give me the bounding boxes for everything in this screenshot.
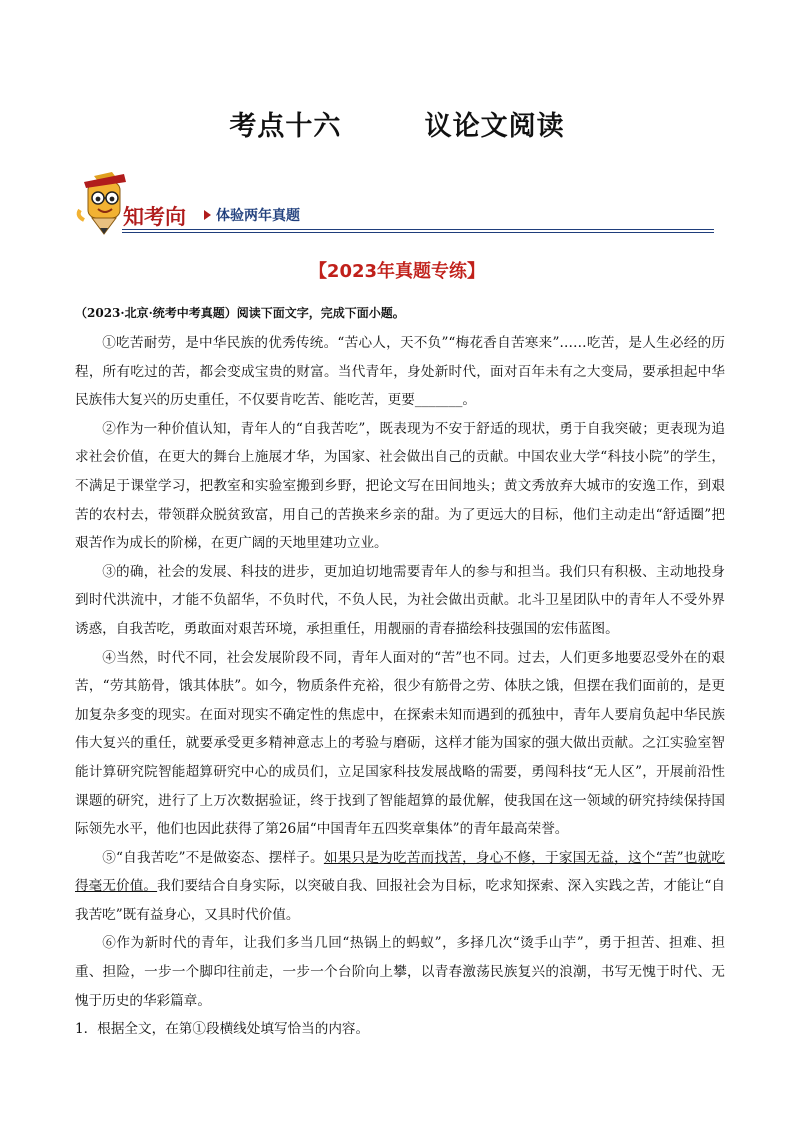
- paragraph-5-tail: 我们要结合自身实际，以突破自我、回报社会为目标，吃求知探索、深入实践之苦，才能让“自我苦吃”既有益身心，又具时代价值。: [75, 878, 725, 923]
- question-1: 1．根据全文，在第①段横线处填写恰当的内容。: [75, 1021, 370, 1038]
- page-title: 考点十六 议论文阅读: [229, 111, 565, 142]
- underlined-sentence: 如果只是为吃苦而找苦，身心不修，于家国无益，这个“苦”也就吃得毫无价值。: [75, 849, 725, 895]
- paragraph-3: ③的确，社会的发展、科技的进步，更加迫切地需要青年人的参与和担当。我们只有积极、主动地投身到时代洪流中，才能不负韶华，不负时代，不负人民，为社会做出贡献。北斗卫星团队中的青年人不受外界诱惑，自我苦吃，勇敢面对艰苦环境，承担重任，用靓丽的青春描绘科技强国的宏伟蓝图。: [75, 563, 725, 637]
- banner-label: 知考向: [123, 205, 186, 229]
- banner-rule-top: [122, 229, 714, 230]
- banner-rule-bottom: [122, 232, 714, 233]
- banner-subtitle: 体验两年真题: [216, 208, 300, 224]
- section-header: 【2023年真题专练】: [308, 261, 486, 282]
- section-banner: [74, 170, 714, 240]
- source-line: （2023·北京·统考中考真题）阅读下面文字，完成下面小题。: [75, 306, 405, 320]
- paragraph-1: ①吃苦耐劳，是中华民族的优秀传统。“苦心人，天不负”“梅花香自苦寒来”……吃苦，是人生必经的历程，所有吃过的苦，都会变成宝贵的财富。当代青年，身处新时代，面对百年未有之大变局，要承担起中华民族伟大复兴的历史重任，不仅要肯吃苦、能吃苦，更要_______。: [75, 335, 725, 409]
- paragraph-5: [75, 844, 725, 930]
- paragraph-5-lead: ⑤“自我苦吃”不是做姿态、摆样子。: [102, 849, 324, 866]
- reading-passage: [75, 303, 725, 1044]
- paragraph-2: ②作为一种价值认知，青年人的“自我苦吃”，既表现为不安于舒适的现状，勇于自我突破；更表现为追求社会价值，在更大的舞台上施展才华，为国家、社会做出自己的贡献。中国农业大学“科技小院”的学生，不满足于课堂学习，把教室和实验室搬到乡野，把论文写在田间地头；黄文秀放弃大城市的安逸工作，到艰苦的农村去，带领群众脱贫致富，用自己的苦换来乡亲的甜。为了更远大的目标，他们主动走出“舒适圈”把艰苦作为成长的阶梯，在更广阔的天地里建功立业。: [75, 420, 725, 552]
- paragraph-4: ④当然，时代不同，社会发展阶段不同，青年人面对的“苦”也不同。过去，人们更多地要忍受外在的艰苦，“劳其筋骨，饿其体肤”。如今，物质条件充裕，很少有筋骨之劳、体肤之饿，但摆在我们面前的，是更加复杂多变的现实。在面对现实不确定性的焦虑中，在探索未知而遇到的孤独中，青年人要肩负起中华民族伟大复兴的重任，就要承受更多精神意志上的考验与磨砺，这样才能为国家的强大做出贡献。之江实验室智能计算研究院智能超算研究中心的成员们，立足国家科技发展战略的需要，勇闯科技“无人区”，开展前沿性课题的研究，进行了上万次数据验证，终于找到了智能超算的最优解，使我国在这一领域的研究持续保持国际领先水平，他们也因此获得了第26届“中国青年五四奖章集体”的青年最高荣誉。: [75, 649, 725, 838]
- banner-arrow-icon: [204, 210, 211, 220]
- paragraph-6: ⑥作为新时代的青年，让我们多当几回“热锅上的蚂蚁”，多择几次“烫手山芋”，勇于担苦、担难、担重、担险，一步一个脚印往前走，一步一个台阶向上攀，以青春激荡民族复兴的浪潮，书写无愧于时代、无愧于历史的华彩篇章。: [75, 935, 725, 1009]
